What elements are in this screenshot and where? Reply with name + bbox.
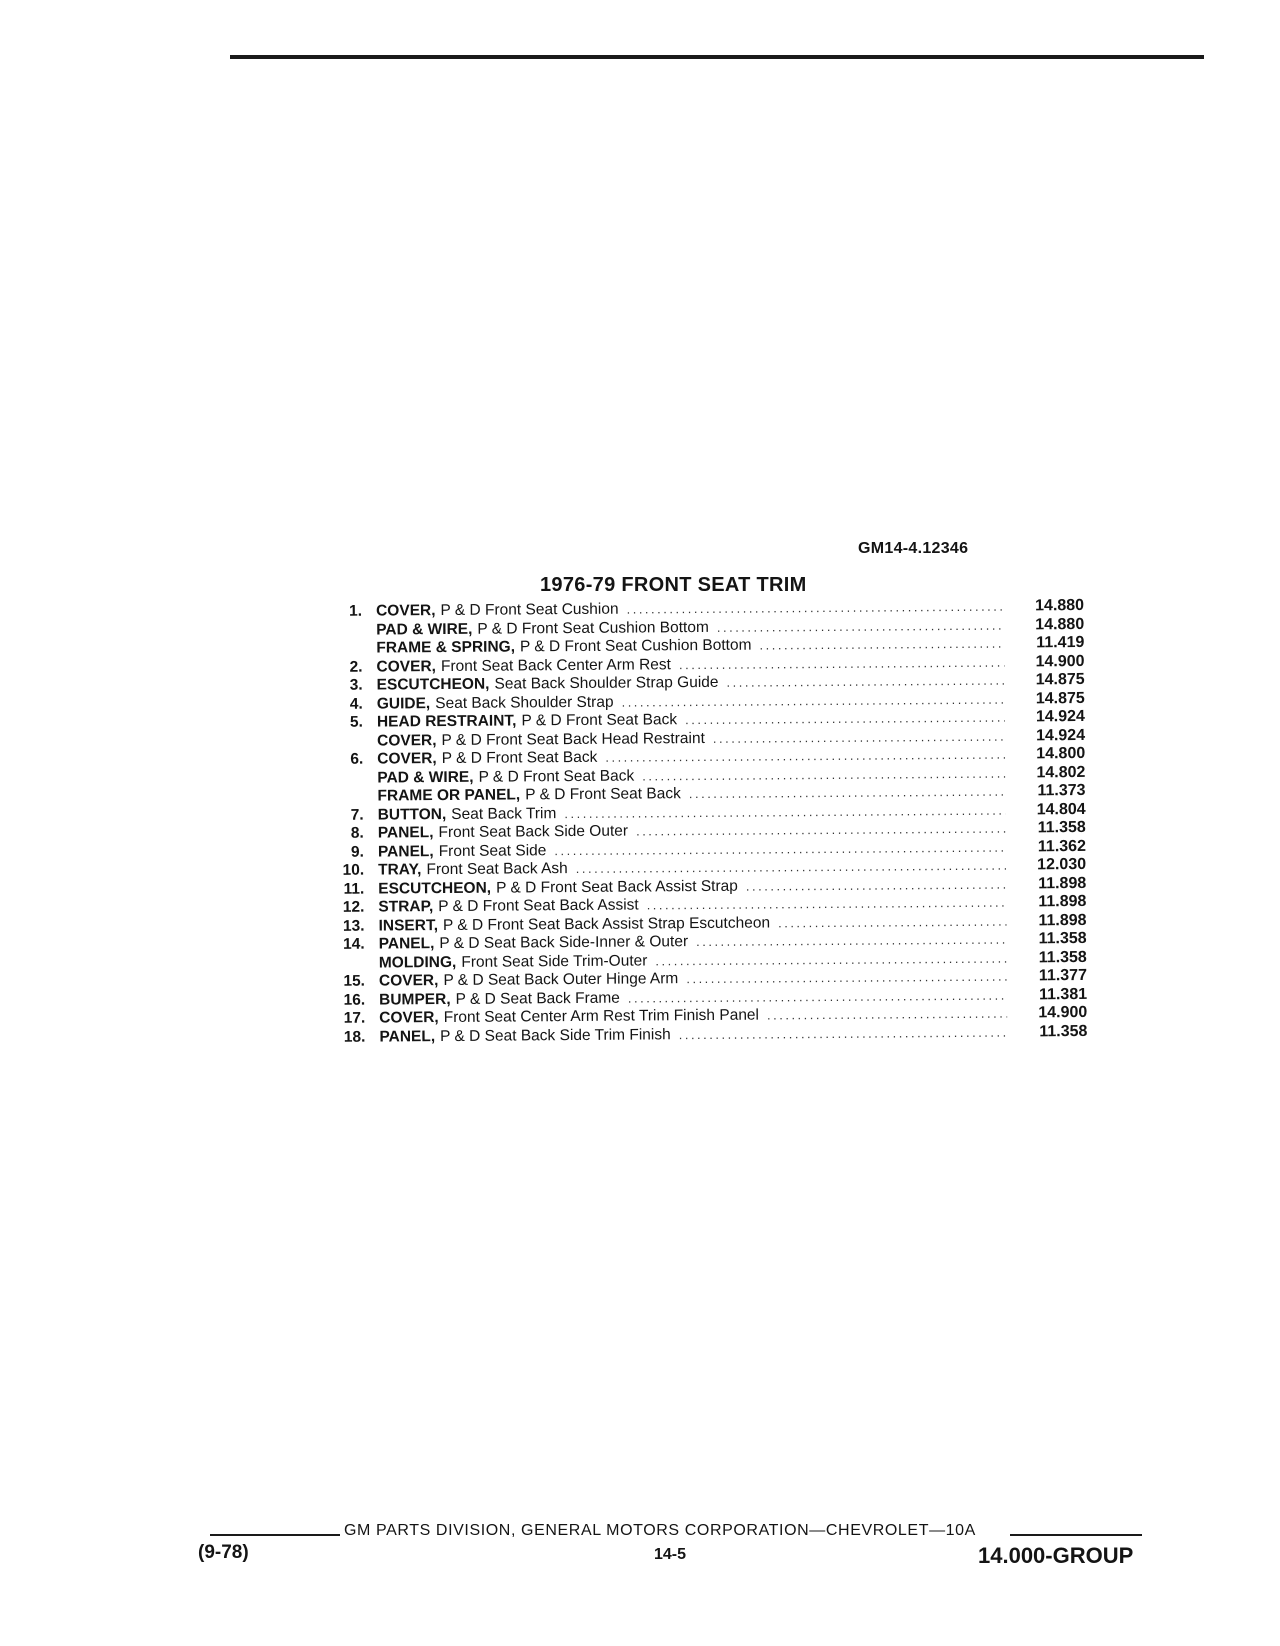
dot-leader xyxy=(759,635,1004,655)
part-number: 12. xyxy=(342,898,365,916)
part-group-code: 14.924 xyxy=(1036,726,1086,744)
part-description: Front Seat Side xyxy=(438,841,547,860)
dot-leader xyxy=(726,672,1004,693)
part-name: COVER, xyxy=(376,657,437,676)
part-description: Front Seat Back Center Arm Rest xyxy=(440,655,672,675)
part-group-code: 14.900 xyxy=(1038,1003,1088,1022)
part-group-code: 11.358 xyxy=(1039,1022,1088,1040)
part-number: 7. xyxy=(350,806,364,824)
part-number: 6. xyxy=(350,750,364,768)
part-description: P & D Front Seat Cushion Bottom xyxy=(477,618,709,638)
part-number: 15. xyxy=(343,972,366,990)
part-number: 10. xyxy=(342,861,365,879)
parts-list xyxy=(318,596,1088,1047)
part-group-code: 14.880 xyxy=(1035,615,1085,633)
part-description: P & D Front Seat Back Assist Strap Escutcheon xyxy=(442,913,771,934)
part-name: COVER, xyxy=(378,972,439,990)
part-name: COVER, xyxy=(377,750,437,768)
part-description: P & D Seat Back Side-Inner & Outer xyxy=(439,933,689,953)
footer-rule-left xyxy=(210,1534,340,1536)
part-number: 5. xyxy=(349,713,364,731)
part-group-code: 14.875 xyxy=(1035,670,1085,689)
part-number: 18. xyxy=(343,1028,366,1046)
page-title: 1976-79 FRONT SEAT TRIM xyxy=(540,574,807,596)
part-description: Front Seat Back Side Outer xyxy=(438,822,629,842)
part-name: PANEL, xyxy=(379,1027,436,1046)
part-description: P & D Front Seat Back xyxy=(478,767,635,786)
group-number: 14.000-GROUP xyxy=(978,1543,1134,1568)
part-description: P & D Front Seat Back Assist Strap xyxy=(496,877,738,897)
part-description: P & D Front Seat Back xyxy=(525,785,681,804)
part-group-code: 11.373 xyxy=(1037,781,1086,800)
part-group-code: 12.030 xyxy=(1037,855,1087,874)
part-description: P & D Front Seat Back xyxy=(441,748,598,768)
part-description: Front Seat Side Trim-Outer xyxy=(461,951,648,971)
part-name: PAD & WIRE, xyxy=(377,768,474,787)
part-name: PANEL, xyxy=(378,935,435,953)
part-description: P & D Front Seat Back Assist xyxy=(438,896,639,916)
part-description: P & D Seat Back Outer Hinge Arm xyxy=(443,970,679,990)
part-description: P & D Front Seat Back xyxy=(521,711,678,730)
dot-leader xyxy=(696,931,1007,952)
part-name: COVER, xyxy=(379,1009,439,1027)
part-name: PAD & WIRE, xyxy=(376,620,473,639)
part-description: P & D Seat Back Side Trim Finish xyxy=(440,1025,671,1045)
part-group-code: 14.800 xyxy=(1036,744,1086,763)
part-name: INSERT, xyxy=(378,916,439,935)
part-name: MOLDING, xyxy=(378,953,457,972)
part-group-code: 11.358 xyxy=(1037,818,1086,837)
dot-leader xyxy=(685,709,1005,730)
part-description: P & D Front Seat Cushion xyxy=(440,600,619,620)
part-group-code: 11.358 xyxy=(1038,948,1087,966)
part-name: ESCUTCHEON, xyxy=(376,675,490,694)
part-description: P & D Front Seat Back Head Restraint xyxy=(441,729,705,749)
part-number: 16. xyxy=(343,991,366,1009)
part-description: Seat Back Trim xyxy=(451,804,557,823)
part-number: 9. xyxy=(350,843,365,861)
document-code: GM14-4.12346 xyxy=(858,540,969,557)
part-group-code: 11.362 xyxy=(1037,837,1086,855)
part-group-code: 11.898 xyxy=(1038,911,1087,929)
dot-leader xyxy=(746,875,1007,896)
part-number: 8. xyxy=(350,824,364,842)
part-group-code: 11.898 xyxy=(1038,892,1087,911)
dot-leader xyxy=(717,616,1005,637)
part-description: Seat Back Shoulder Strap xyxy=(435,693,614,712)
part-name: HEAD RESTRAINT, xyxy=(376,712,517,731)
part-number: 17. xyxy=(343,1009,366,1027)
part-group-code: 14.880 xyxy=(1035,596,1085,615)
dot-leader xyxy=(778,912,1007,932)
part-name: ESCUTCHEON, xyxy=(378,879,492,898)
part-name: COVER, xyxy=(375,602,436,620)
part-description: Front Seat Center Arm Rest Trim Finish Panel xyxy=(443,1006,760,1027)
part-description: Front Seat Back Ash xyxy=(426,860,568,879)
part-name: STRAP, xyxy=(378,898,434,916)
dot-leader xyxy=(686,968,1007,989)
part-name: FRAME OR PANEL, xyxy=(377,786,521,805)
part-name: COVER, xyxy=(377,731,437,750)
part-name: BUMPER, xyxy=(379,990,451,1009)
part-number: 13. xyxy=(342,917,365,935)
part-group-code: 14.900 xyxy=(1035,652,1085,670)
dot-leader xyxy=(689,783,1006,804)
part-group-code: 14.875 xyxy=(1035,689,1085,707)
footer-date: (9-78) xyxy=(198,1542,249,1563)
part-number: 11. xyxy=(343,880,365,898)
dot-leader xyxy=(713,727,1005,748)
part-name: BUTTON, xyxy=(377,805,447,824)
part-number: 4. xyxy=(349,695,363,713)
part-group-code: 14.802 xyxy=(1036,763,1086,781)
part-group-code: 11.381 xyxy=(1038,985,1088,1003)
dot-leader xyxy=(767,1005,1007,1025)
part-number: 1. xyxy=(349,602,363,620)
part-name: GUIDE, xyxy=(376,694,431,713)
top-rule xyxy=(230,55,1204,59)
footer-corporation: GM PARTS DIVISION, GENERAL MOTORS CORPORATION—CHEVROLET—10A xyxy=(344,1522,976,1539)
part-name: PANEL, xyxy=(377,842,434,861)
part-group-code: 11.358 xyxy=(1038,929,1087,948)
part-description: P & D Seat Back Frame xyxy=(455,989,620,1008)
footer-rule-right xyxy=(1010,1534,1142,1536)
part-group-code: 14.804 xyxy=(1036,800,1086,818)
part-description: P & D Front Seat Cushion Bottom xyxy=(519,636,752,656)
part-group-code: 11.377 xyxy=(1038,966,1088,985)
part-name: TRAY, xyxy=(378,861,422,879)
part-group-code: 11.898 xyxy=(1038,874,1087,892)
part-number: 3. xyxy=(349,676,363,694)
part-name: PANEL, xyxy=(377,824,434,842)
part-group-code: 14.924 xyxy=(1035,707,1085,726)
part-name: FRAME & SPRING, xyxy=(376,638,516,657)
part-number: 14. xyxy=(343,935,365,953)
dot-leader xyxy=(679,1023,1008,1044)
part-description: Seat Back Shoulder Strap Guide xyxy=(494,673,719,693)
part-group-code: 11.419 xyxy=(1036,633,1085,652)
page-number: 14-5 xyxy=(654,1546,687,1563)
part-number: 2. xyxy=(349,658,363,676)
